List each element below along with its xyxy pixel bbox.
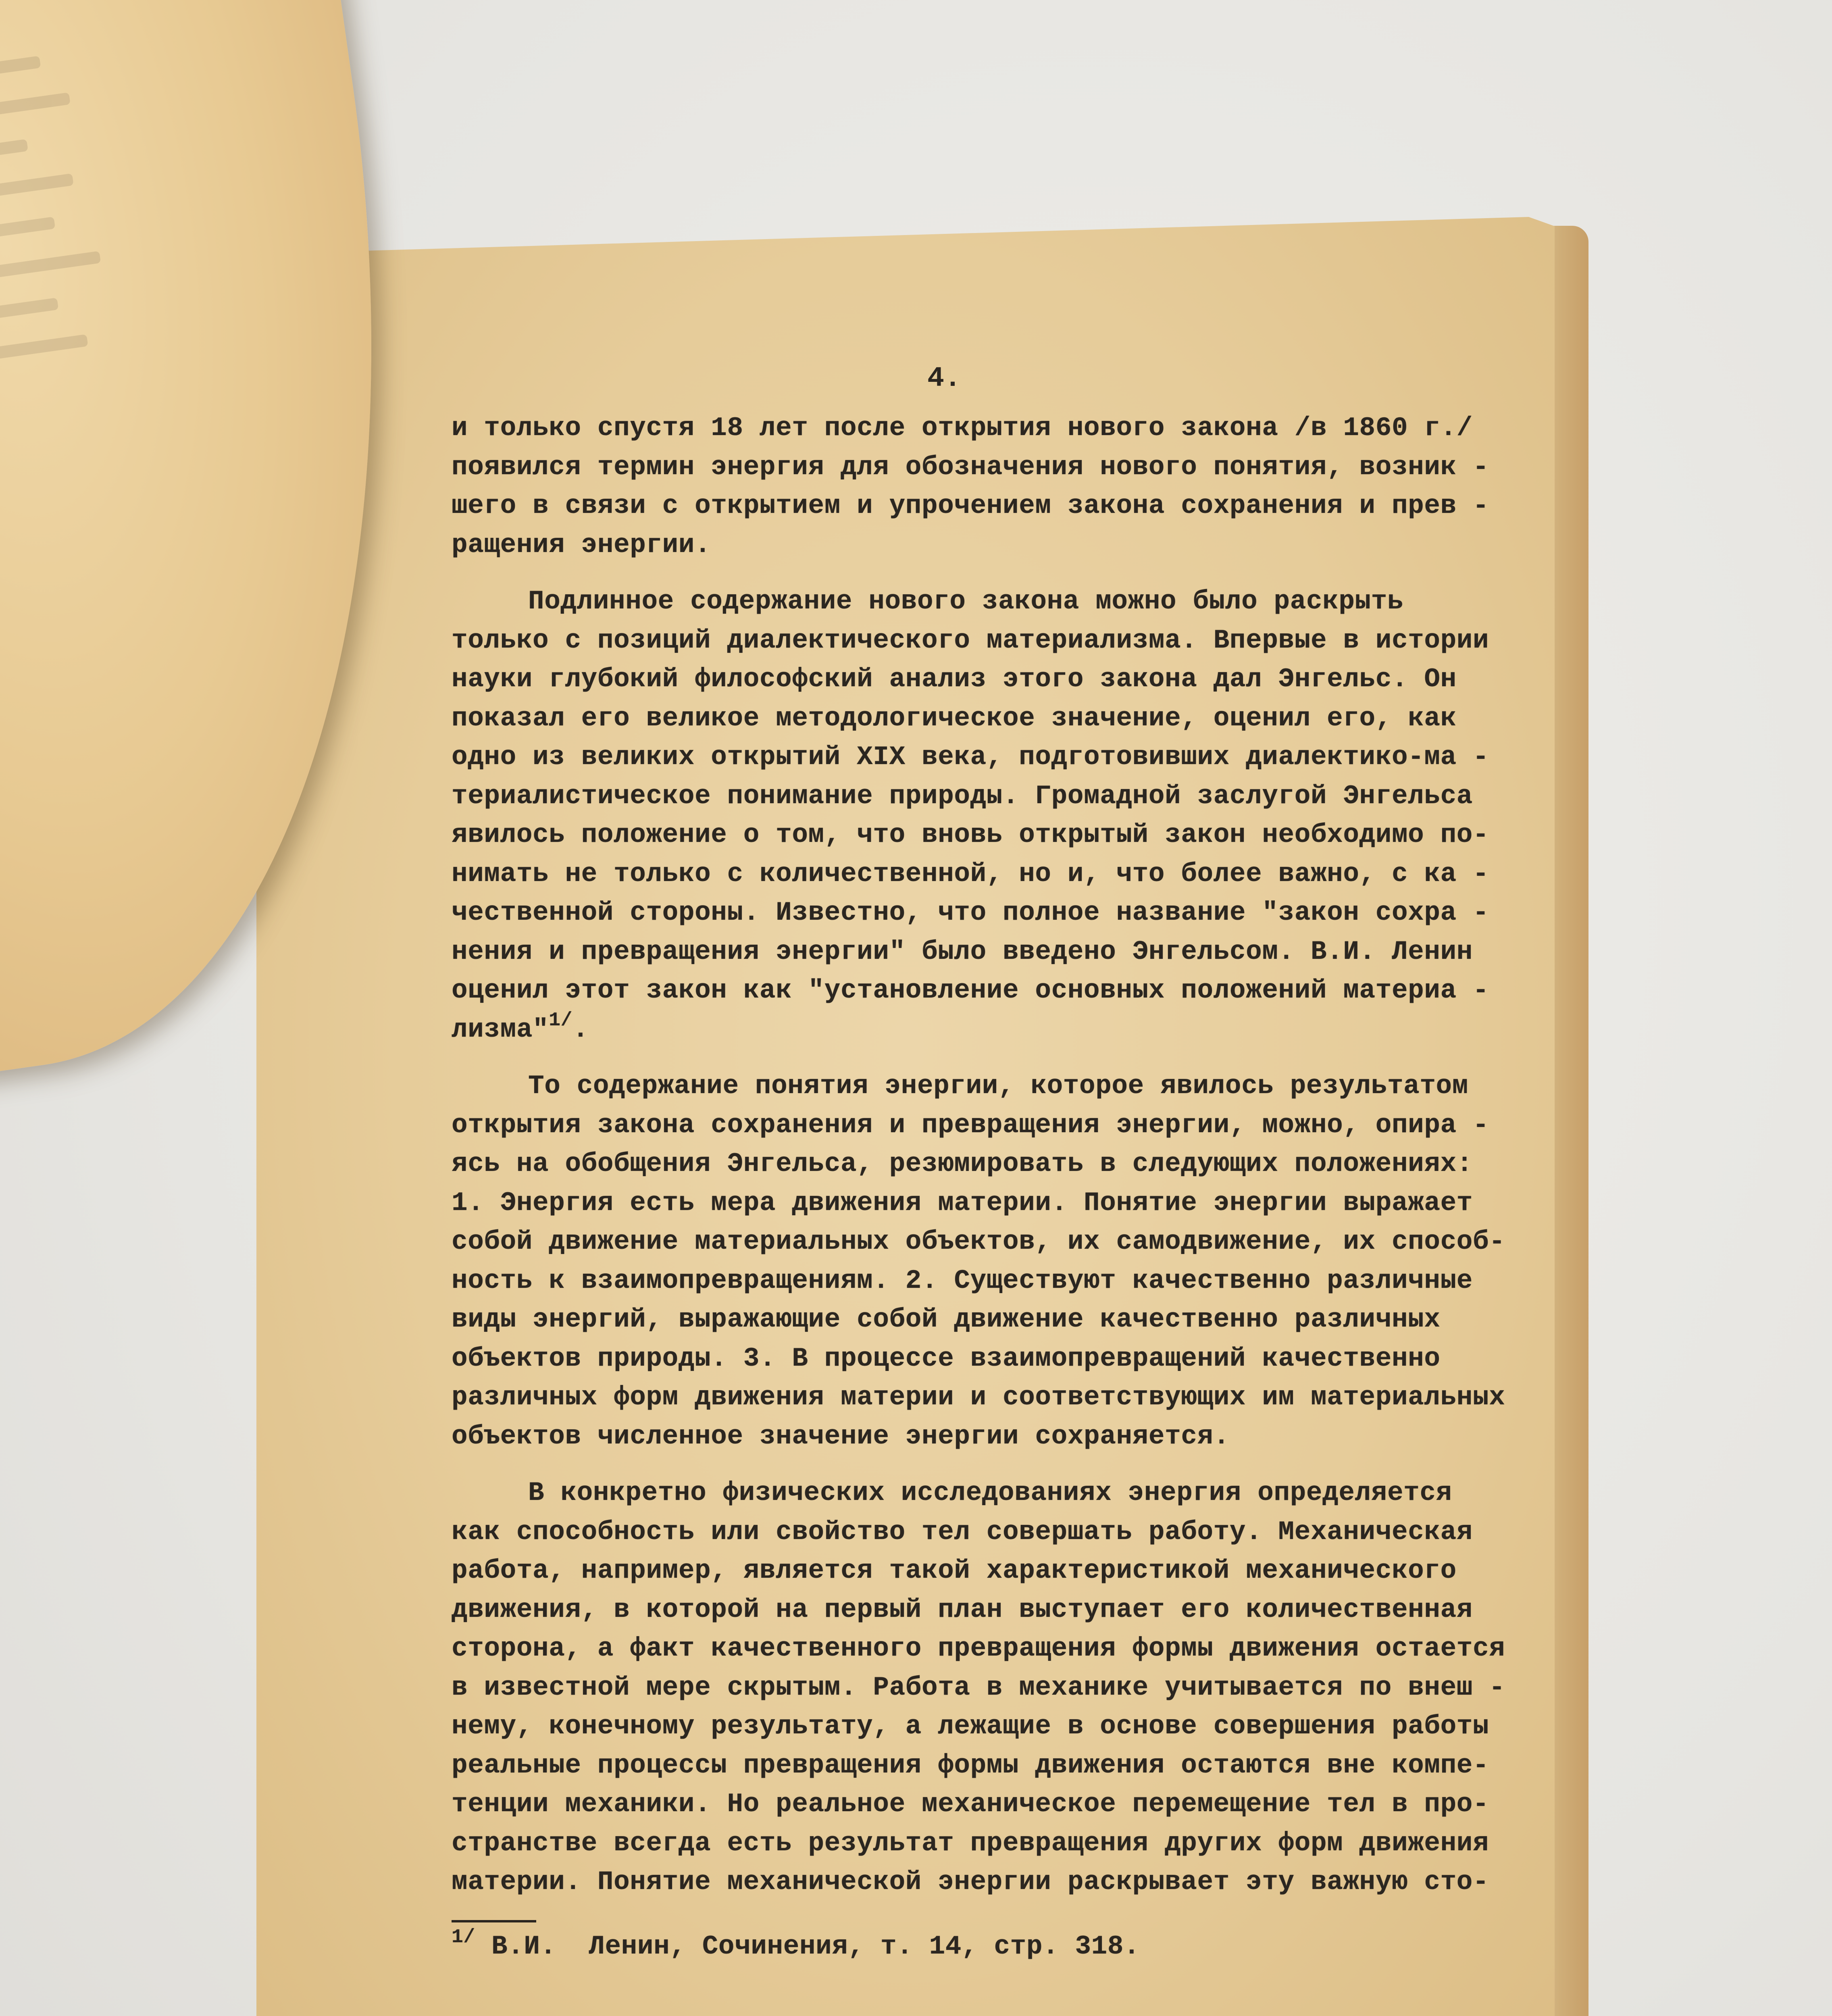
text-line: в известной мере скрытым. Работа в механике учитывается по внеш - <box>452 1672 1505 1703</box>
text-line: 1. Энергия есть мера движения материи. Понятие энергии выражает <box>452 1187 1473 1218</box>
text-line: То содержание понятия энергии, которое явилось результатом <box>528 1071 1468 1101</box>
text-line: собой движение материальных объектов, их самодвижение, их способ- <box>452 1227 1505 1257</box>
text-line: и только спустя 18 лет после открытия нового закона /в 1860 г./ <box>452 413 1473 443</box>
text-line: нему, конечному результату, а лежащие в основе совершения работы <box>452 1711 1489 1741</box>
text-line: науки глубокий философский анализ этого закона дал Энгельс. Он <box>452 664 1457 694</box>
text-line: Подлинное содержание нового закона можно было раскрыть <box>528 586 1404 616</box>
footnote-ref[interactable]: 1/ <box>549 1009 573 1031</box>
text-line: странстве всегда есть результат превращения других форм движения <box>452 1828 1489 1858</box>
text-line: В конкретно физических исследованиях энергия определяется <box>528 1478 1452 1508</box>
page-number: 4. <box>927 363 962 395</box>
text-fragment: . <box>572 1014 589 1045</box>
text-line: различных форм движения материи и соответствующих им материальных <box>452 1382 1505 1412</box>
text-line: объектов численное значение энергии сохраняется. <box>452 1421 1230 1452</box>
text-line: явилось положение о том, что вновь открытый закон необходимо по- <box>452 820 1489 850</box>
text-line: одно из великих открытий XIX века, подготовивших диалектико-ма - <box>452 742 1489 772</box>
text-line <box>452 1010 1532 1050</box>
footnote-divider <box>452 1920 536 1922</box>
paragraph-1 <box>452 409 1532 564</box>
text-line: териалистическое понимание природы. Громадной заслугой Энгельса <box>452 781 1473 811</box>
paragraph-4 <box>452 1474 1532 1902</box>
text-line: нимать не только с количественной, но и, что более важно, с ка - <box>452 858 1489 889</box>
text-line: оценил этот закон как "установление основных положений материа - <box>452 975 1489 1006</box>
text-line: открытия закона сохранения и превращения энергии, можно, опира - <box>452 1110 1489 1140</box>
text-line: ясь на обобщения Энгельса, резюмировать в следующих положениях: <box>452 1149 1473 1179</box>
paragraph-2 <box>452 582 1532 1049</box>
footnote-marker: 1/ <box>452 1926 475 1948</box>
text-line: ращения энергии. <box>452 529 711 560</box>
footnote <box>452 1926 1140 1962</box>
text-line: ность к взаимопревращениям. 2. Существуют качественно различные <box>452 1265 1473 1296</box>
text-line: объектов природы. 3. В процессе взаимопревращений качественно <box>452 1343 1441 1374</box>
text-fragment: лизма" <box>452 1014 549 1045</box>
text-line: движения, в которой на первый план выступает его количественная <box>452 1594 1473 1625</box>
text-line: виды энергий, выражающие собой движение качественно различных <box>452 1304 1441 1335</box>
text-line: появился термин энергия для обозначения нового понятия, возник - <box>452 452 1489 482</box>
text-line: тенции механики. Но реальное механическое перемещение тел в про- <box>452 1789 1489 1819</box>
text-line: показал его великое методологическое значение, оценил его, как <box>452 703 1457 733</box>
text-line: только с позиций диалектического материализма. Впервые в истории <box>452 625 1489 656</box>
bleed-through-text <box>0 49 137 430</box>
text-line: реальные процессы превращения формы движения остаются вне компе- <box>452 1750 1489 1781</box>
text-line: чественной стороны. Известно, что полное название "закон сохра - <box>452 898 1489 928</box>
text-line: нения и превращения энергии" было введено Энгельсом. В.И. Ленин <box>452 936 1473 967</box>
paragraph-3 <box>452 1067 1532 1456</box>
body-text <box>452 363 1532 1902</box>
text-line: как способность или свойство тел совершать работу. Механическая <box>452 1516 1473 1547</box>
text-line: работа, например, является такой характеристикой механического <box>452 1556 1457 1586</box>
text-line: сторона, а факт качественного превращения формы движения остается <box>452 1633 1505 1664</box>
footnote-text: В.И. Ленин, Сочинения, т. 14, стр. 318. <box>475 1931 1140 1962</box>
text-line: шего в связи с открытием и упрочением закона сохранения и прев - <box>452 491 1489 521</box>
text-line: материи. Понятие механической энергии раскрывает эту важную сто- <box>452 1867 1489 1897</box>
